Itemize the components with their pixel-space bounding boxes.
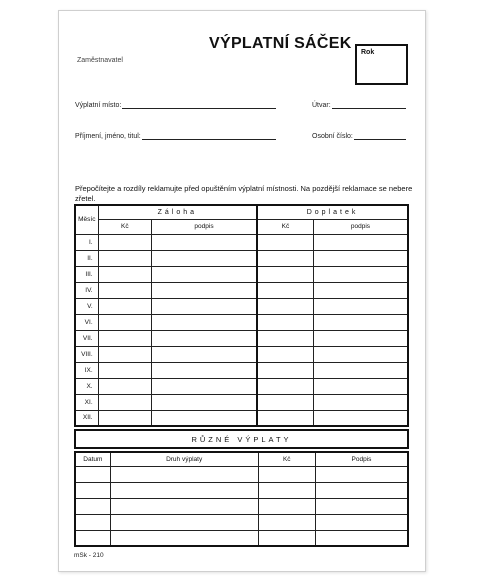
supplement-signature-cell[interactable]	[313, 266, 408, 282]
month-label: I.	[75, 234, 98, 250]
advance-amount-cell[interactable]	[98, 362, 151, 378]
table-row	[75, 378, 408, 394]
month-label: II.	[75, 250, 98, 266]
table-row	[75, 282, 408, 298]
table-header-row	[75, 205, 408, 219]
supplement-amount-cell[interactable]	[257, 330, 313, 346]
advance-amount-cell[interactable]	[98, 394, 151, 410]
payment-type-cell[interactable]	[110, 466, 258, 482]
misc-amount-cell[interactable]	[258, 498, 315, 514]
table-row	[75, 250, 408, 266]
pay-envelope-form	[58, 10, 426, 572]
supplement-amount-cell[interactable]	[257, 314, 313, 330]
advance-amount-cell[interactable]	[98, 298, 151, 314]
personal-number-field[interactable]	[312, 132, 406, 140]
table-row	[75, 482, 408, 498]
month-label: III.	[75, 266, 98, 282]
date-cell[interactable]	[75, 482, 110, 498]
table-row	[75, 314, 408, 330]
misc-signature-cell[interactable]	[315, 498, 408, 514]
supplement-signature-cell[interactable]	[313, 394, 408, 410]
advance-signature-cell[interactable]	[151, 362, 257, 378]
supplement-amount-header: Kč	[257, 219, 313, 234]
misc-signature-cell[interactable]	[315, 514, 408, 530]
advance-amount-cell[interactable]	[98, 410, 151, 426]
table-row	[75, 466, 408, 482]
supplement-signature-cell[interactable]	[313, 314, 408, 330]
table-row	[75, 298, 408, 314]
supplement-amount-cell[interactable]	[257, 346, 313, 362]
supplement-amount-cell[interactable]	[257, 378, 313, 394]
month-label: VI.	[75, 314, 98, 330]
supplement-signature-cell[interactable]	[313, 346, 408, 362]
supplement-signature-cell[interactable]	[313, 330, 408, 346]
payment-type-header: Druh výplaty	[110, 452, 258, 466]
date-cell[interactable]	[75, 498, 110, 514]
month-label: VIII.	[75, 346, 98, 362]
name-line[interactable]	[142, 132, 276, 140]
advance-amount-cell[interactable]	[98, 282, 151, 298]
form-title: VÝPLATNÍ SÁČEK	[209, 35, 352, 52]
employer-label: Zaměstnavatel	[77, 57, 123, 64]
month-label: VII.	[75, 330, 98, 346]
table-row	[75, 394, 408, 410]
table-row	[75, 362, 408, 378]
supplement-amount-cell[interactable]	[257, 234, 313, 250]
payment-type-cell[interactable]	[110, 498, 258, 514]
advance-signature-cell[interactable]	[151, 282, 257, 298]
table-subheader-row	[75, 219, 408, 234]
supplement-signature-cell[interactable]	[313, 234, 408, 250]
advance-signature-cell[interactable]	[151, 250, 257, 266]
table-row	[75, 234, 408, 250]
advance-amount-cell[interactable]	[98, 314, 151, 330]
advance-amount-cell[interactable]	[98, 234, 151, 250]
supplement-header: Doplatek	[257, 205, 408, 219]
form-code: mSk - 210	[74, 552, 104, 559]
misc-amount-cell[interactable]	[258, 514, 315, 530]
misc-header-row	[75, 452, 408, 466]
table-row	[75, 330, 408, 346]
supplement-amount-cell[interactable]	[257, 362, 313, 378]
unit-field[interactable]	[312, 101, 406, 109]
pay-place-line[interactable]	[122, 101, 276, 109]
month-label: V.	[75, 298, 98, 314]
year-box[interactable]	[355, 44, 408, 85]
year-label: Rok	[361, 49, 375, 56]
personal-number-line[interactable]	[354, 132, 406, 140]
advance-amount-header: Kč	[98, 219, 151, 234]
name-field[interactable]	[75, 132, 276, 140]
pay-place-field[interactable]	[75, 101, 276, 109]
advance-amount-cell[interactable]	[98, 250, 151, 266]
misc-amount-cell[interactable]	[258, 482, 315, 498]
unit-line[interactable]	[332, 101, 406, 109]
supplement-amount-cell[interactable]	[257, 266, 313, 282]
name-label: Příjmení, jméno, titul:	[75, 133, 141, 140]
misc-payments-title: RŮZNÉ VÝPLATY	[74, 429, 409, 449]
table-row	[75, 410, 408, 426]
advance-signature-cell[interactable]	[151, 234, 257, 250]
monthly-payments-table	[74, 204, 409, 427]
misc-signature-cell[interactable]	[315, 466, 408, 482]
date-header: Datum	[75, 452, 110, 466]
advance-signature-cell[interactable]	[151, 330, 257, 346]
supplement-amount-cell[interactable]	[257, 250, 313, 266]
misc-signature-cell[interactable]	[315, 482, 408, 498]
advance-signature-cell[interactable]	[151, 266, 257, 282]
payment-type-cell[interactable]	[110, 530, 258, 546]
advance-amount-cell[interactable]	[98, 378, 151, 394]
pay-place-label: Výplatní místo:	[75, 102, 122, 109]
advance-signature-cell[interactable]	[151, 410, 257, 426]
month-header: Měsíc	[75, 205, 98, 234]
date-cell[interactable]	[75, 530, 110, 546]
misc-amount-cell[interactable]	[258, 530, 315, 546]
personal-number-label: Osobní číslo:	[312, 133, 353, 140]
table-row	[75, 514, 408, 530]
misc-signature-header: Podpis	[315, 452, 408, 466]
advance-signature-cell[interactable]	[151, 346, 257, 362]
date-cell[interactable]	[75, 514, 110, 530]
advance-amount-cell[interactable]	[98, 330, 151, 346]
complaint-notice: Přepočítejte a rozdíly reklamujte před opuštěním výplatní místnosti. Na pozdější reklamace se nebere zřetel.	[75, 184, 413, 203]
month-label: XII.	[75, 410, 98, 426]
supplement-signature-cell[interactable]	[313, 250, 408, 266]
misc-signature-cell[interactable]	[315, 530, 408, 546]
supplement-amount-cell[interactable]	[257, 282, 313, 298]
table-row	[75, 266, 408, 282]
advance-signature-cell[interactable]	[151, 298, 257, 314]
supplement-signature-cell[interactable]	[313, 282, 408, 298]
supplement-amount-cell[interactable]	[257, 410, 313, 426]
month-label: IX.	[75, 362, 98, 378]
supplement-signature-cell[interactable]	[313, 410, 408, 426]
advance-amount-cell[interactable]	[98, 346, 151, 362]
supplement-signature-cell[interactable]	[313, 362, 408, 378]
advance-signature-cell[interactable]	[151, 378, 257, 394]
advance-signature-cell[interactable]	[151, 314, 257, 330]
month-label: IV.	[75, 282, 98, 298]
date-cell[interactable]	[75, 466, 110, 482]
supplement-signature-cell[interactable]	[313, 378, 408, 394]
supplement-amount-cell[interactable]	[257, 394, 313, 410]
misc-amount-header: Kč	[258, 452, 315, 466]
unit-label: Útvar:	[312, 102, 331, 109]
supplement-signature-cell[interactable]	[313, 298, 408, 314]
table-row	[75, 530, 408, 546]
advance-signature-cell[interactable]	[151, 394, 257, 410]
supplement-amount-cell[interactable]	[257, 298, 313, 314]
payment-type-cell[interactable]	[110, 514, 258, 530]
table-row	[75, 346, 408, 362]
misc-amount-cell[interactable]	[258, 466, 315, 482]
advance-amount-cell[interactable]	[98, 266, 151, 282]
month-label: XI.	[75, 394, 98, 410]
advance-header: Záloha	[98, 205, 257, 219]
advance-signature-header: podpis	[151, 219, 257, 234]
supplement-signature-header: podpis	[313, 219, 408, 234]
month-label: X.	[75, 378, 98, 394]
table-row	[75, 498, 408, 514]
misc-payments-table	[74, 451, 409, 547]
payment-type-cell[interactable]	[110, 482, 258, 498]
